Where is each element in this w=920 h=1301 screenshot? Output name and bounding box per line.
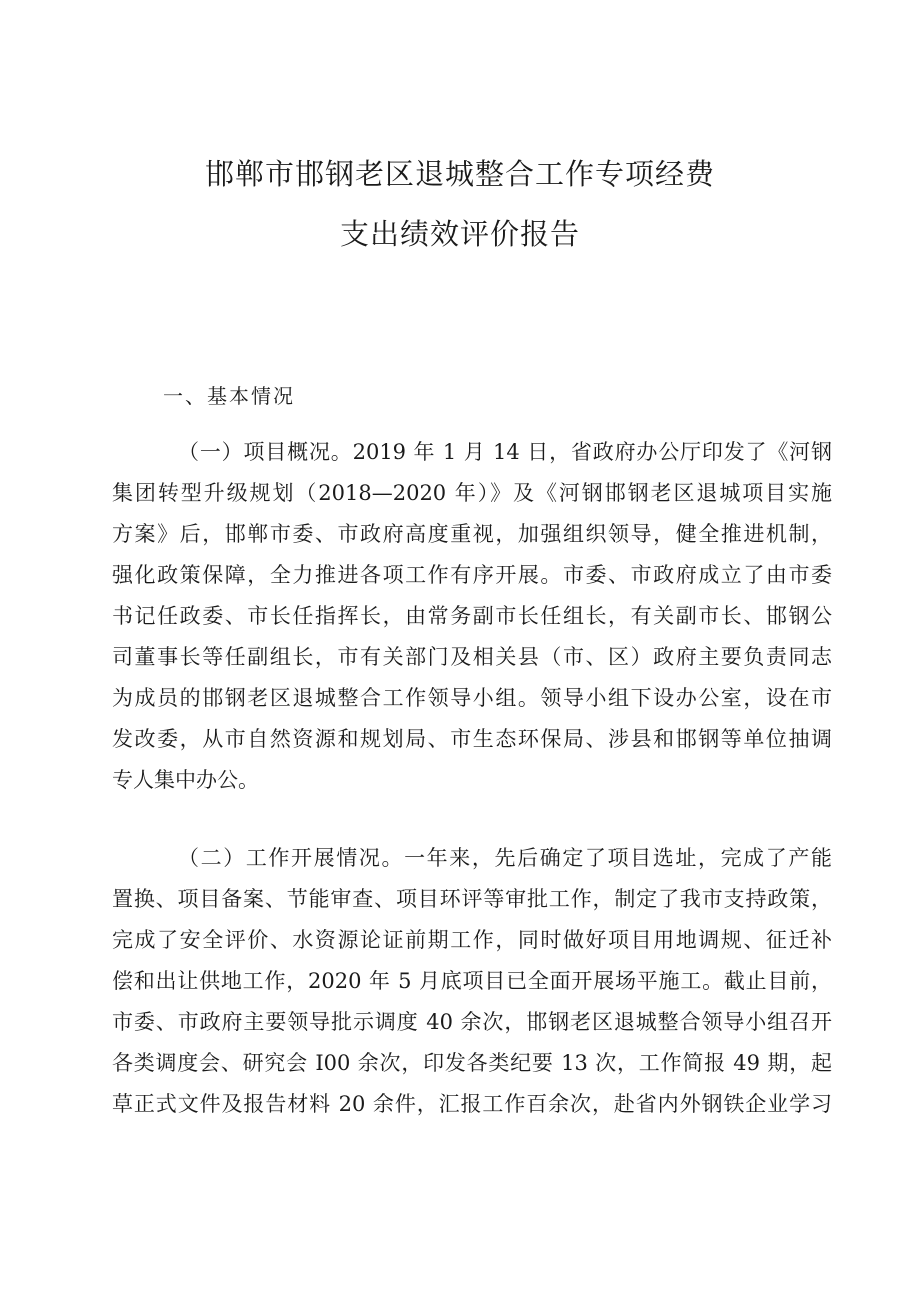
paragraph-line: 市委、市政府主要领导批示调度 40 余次，邯钢老区退城整合领导小组召开 — [112, 1010, 832, 1034]
paragraph-line: 发改委，从市自然资源和规划局、市生态环保局、涉县和邯钢等单位抽调 — [112, 727, 832, 751]
paragraph-line: （一）项目概况。2019 年 1 月 14 日，省政府办公厅印发了《河钢 — [178, 440, 832, 464]
paragraph-line: （二）工作开展情况。一年来，先后确定了项目选址，完成了产能 — [178, 846, 832, 870]
paragraph-line: 专人集中办公。 — [112, 768, 259, 792]
section-heading-basic-info: 一、基本情况 — [163, 384, 295, 408]
paragraph-line: 方案》后，邯郸市委、市政府高度重视，加强组织领导，健全推进机制， — [112, 522, 832, 546]
paragraph-line: 置换、项目备案、节能审查、项目环评等审批工作，制定了我市支持政策， — [112, 887, 832, 911]
paragraph-project-overview — [112, 432, 832, 801]
paragraph-line: 司董事长等任副组长，市有关部门及相关县（市、区）政府主要负责同志 — [112, 645, 832, 669]
paragraph-line: 各类调度会、研究会 I00 余次，印发各类纪要 13 次，工作简报 49 期，起 — [112, 1051, 832, 1075]
paragraph-line: 集团转型升级规划（2018—2020 年）》及《河钢邯钢老区退城项目实施 — [112, 481, 832, 505]
paragraph-line: 强化政策保障，全力推进各项工作有序开展。市委、市政府成立了由市委 — [112, 563, 832, 587]
paragraph-line: 草正式文件及报告材料 20 余件，汇报工作百余次，赴省内外钢铁企业学习 — [112, 1092, 832, 1116]
paragraph-line: 完成了安全评价、水资源论证前期工作，同时做好项目用地调规、征迁补 — [112, 928, 832, 952]
paragraph-line: 书记任政委、市长任指挥长，由常务副市长任组长，有关副市长、邯钢公 — [112, 604, 832, 628]
paragraph-work-progress — [112, 838, 832, 1125]
paragraph-line: 偿和出让供地工作，2020 年 5 月底项目已全面开展场平施工。截止目前， — [112, 969, 832, 993]
document-title-line-1: 邯郸市邯钢老区退城整合工作专项经费 — [204, 157, 715, 191]
document-title-line-2: 支出绩效评价报告 — [339, 217, 580, 251]
paragraph-line: 为成员的邯钢老区退城整合工作领导小组。领导小组下设办公室，设在市 — [112, 686, 832, 710]
